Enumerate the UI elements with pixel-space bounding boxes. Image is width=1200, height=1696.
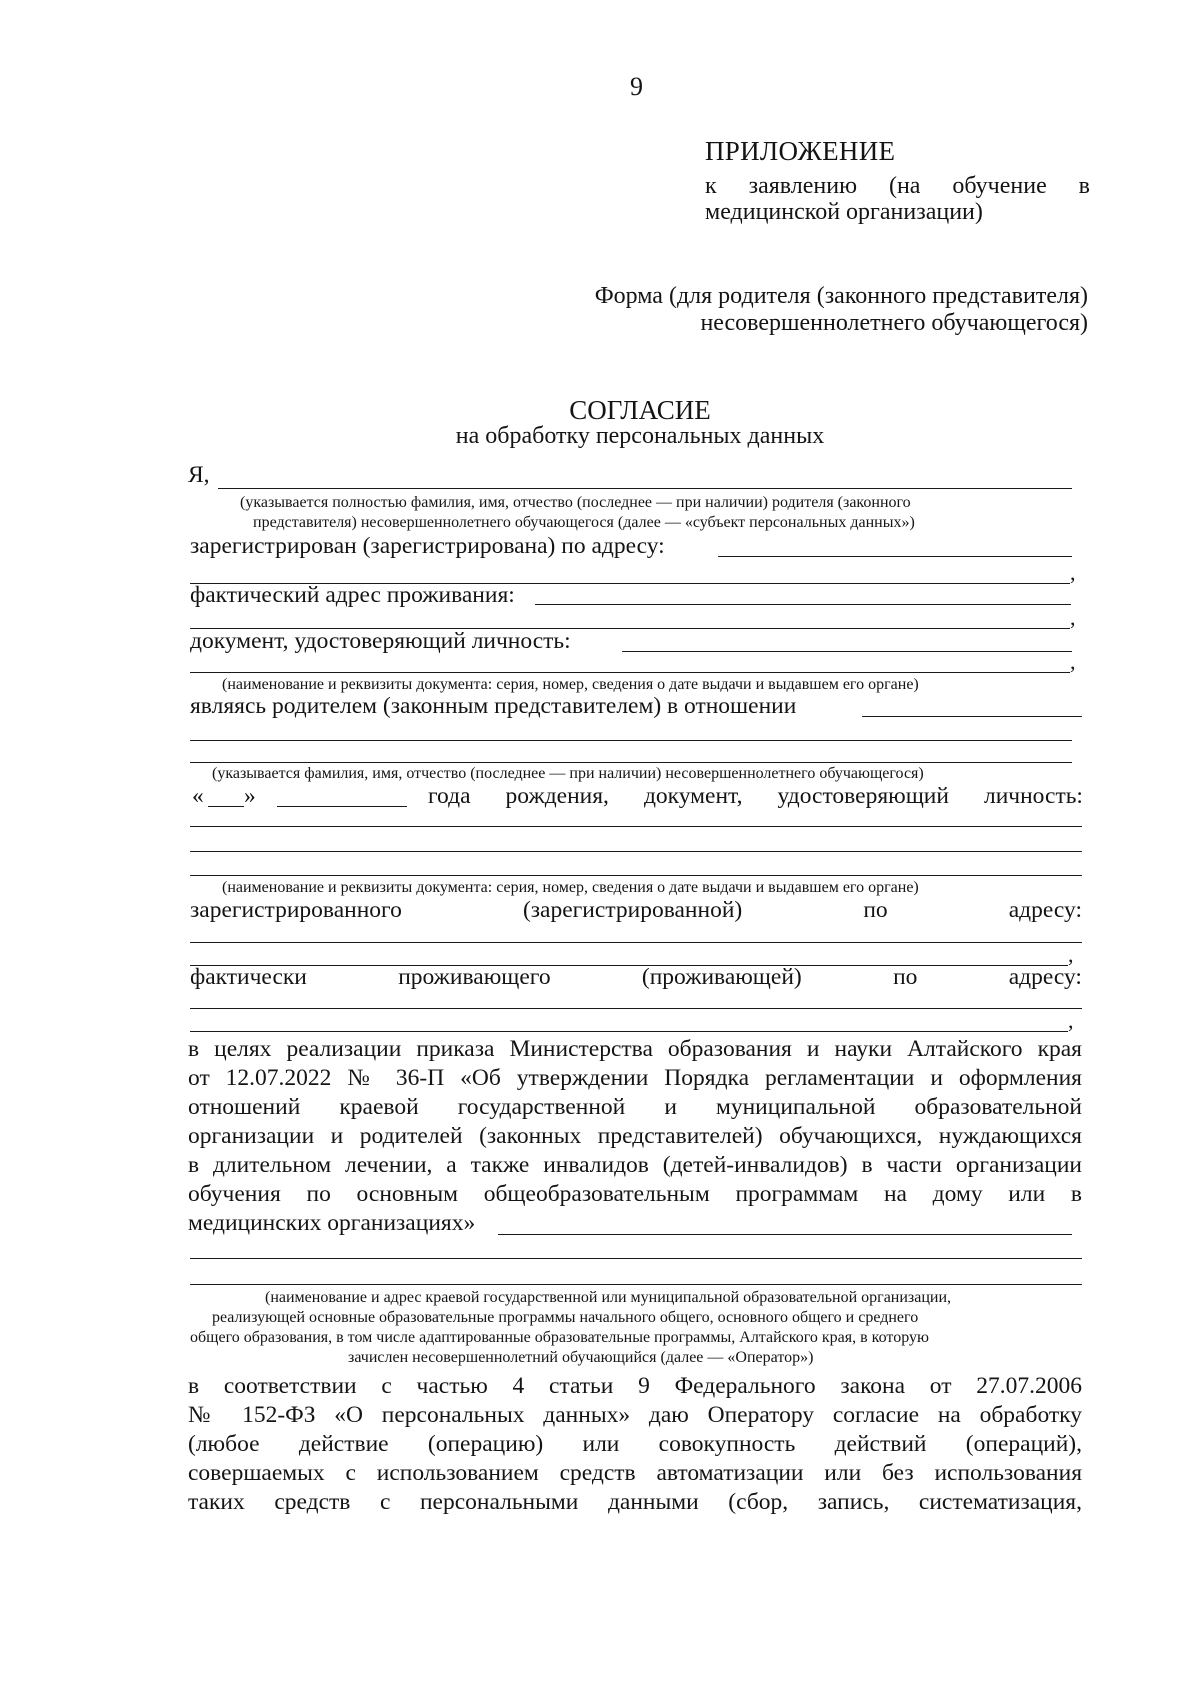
child-fio-line[interactable] [862,716,1082,717]
id-document-line-2[interactable] [190,672,1070,673]
hint-fio-2: представителя) несовершеннолетнего обучающегося (далее — «субъект персональных данных») [253,514,915,531]
id-document-line[interactable] [622,651,1072,652]
registered-child-word: по [863,897,888,923]
comma-mark: , [1070,649,1076,674]
organization-line-2[interactable] [190,1258,1082,1259]
form-note-line-2: несовершеннолетнего обучающегося) [700,310,1088,336]
registered-line[interactable] [718,556,1072,557]
registered-child-word: (зарегистрированной) [522,897,743,923]
birth-day-line[interactable] [208,806,244,807]
comma-mark: , [1070,560,1076,585]
registered-child-word: адресу: [1008,897,1082,923]
body1-line: обучения по основным общеобразовательным программам на дому или в [188,1181,1082,1207]
actual-child-word: фактически [190,964,307,990]
child-doc-line-3[interactable] [190,875,1082,876]
body2-line: таких средств с персональными данными (сбор, запись, систематизация, [188,1489,1082,1515]
registered-child-line-1[interactable] [190,942,1082,943]
body1-line: в целях реализации приказа Министерства образования и науки Алтайского края [188,1036,1082,1062]
hint-doc: (наименование и реквизиты документа: серия, номер, сведения о дате выдачи и выдавшем его органе) [222,676,919,693]
body2-line: совершаемых с использованием средств автоматизации или без использования [188,1460,1082,1486]
appendix-line-2: медицинской организации) [705,199,983,225]
child-doc-line-1[interactable] [190,826,1082,827]
hint-fio-1: (указывается полностью фамилия, имя, отчество (последнее — при наличии) родителя (законного [240,494,911,511]
organization-line[interactable] [498,1234,1072,1235]
hint-org-line: (наименование и адрес краевой государственной или муниципальной образовательной организации, [265,1289,952,1306]
actual-address-label: фактический адрес проживания: [190,582,515,608]
comma-mark: , [1068,942,1074,967]
actual-child-line-1[interactable] [190,1008,1082,1009]
actual-child-word: (проживающей) [641,964,802,990]
birth-word: удостоверяющий [777,783,949,809]
actual-child-line-2[interactable] [190,1031,1068,1032]
birth-word: личность: [983,783,1083,809]
organization-line-3[interactable] [190,1284,1082,1285]
birth-word: года [428,783,471,809]
page-number: 9 [630,72,643,101]
consent-title: СОГЛАСИЕ [569,395,711,425]
body2-line: в соответствии с частью 4 статьи 9 Федерального закона от 27.07.2006 [188,1373,1082,1399]
body1-line: медицинских организациях» [188,1210,476,1236]
body1-line: организации и родителей (законных представителей) обучающихся, нуждающихся [188,1123,1082,1149]
body1-line: отношений краевой государственной и муниципальной образовательной [188,1094,1082,1120]
birth-month-line[interactable] [277,806,407,807]
actual-child-word: по [893,964,918,990]
being-parent-label: являясь родителем (законным представителем) в отношении [190,693,797,719]
birth-word: рождения, [505,783,609,809]
child-fio-line-3[interactable] [190,762,1072,763]
appendix-line-1: к заявлению (на обучение в [705,173,1090,199]
id-document-label: документ, удостоверяющий личность: [190,628,571,654]
field-ya-label: Я, [188,462,210,488]
body1-line: от 12.07.2022 № 36-П «Об утверждении Порядка регламентации и оформления [188,1065,1082,1091]
child-fio-line-2[interactable] [190,740,1072,741]
comma-mark: , [1070,605,1076,630]
actual-address-line[interactable] [535,604,1071,605]
consent-subtitle: на обработку персональных данных [455,423,825,449]
actual-child-row [190,964,1082,991]
registered-child-row [190,897,1082,924]
hint-doc-2: (наименование и реквизиты документа: серия, номер, сведения о дате выдачи и выдавшем его органе) [222,879,919,896]
form-note-line-1: Форма (для родителя (законного представителя) [594,283,1088,309]
child-doc-line-2[interactable] [190,851,1082,852]
body2-line: (любое действие (операцию) или совокупность действий (операций), [188,1431,1082,1457]
birth-row [428,783,1083,810]
hint-org-line: зачислен несовершеннолетний обучающийся (далее — «Оператор») [348,1349,814,1366]
date-open-quote: « [192,783,204,809]
hint-org-line: общего образования, в том числе адаптированные образовательные программы, Алтайского края, в которую [190,1329,929,1346]
comma-mark: , [1068,1008,1074,1033]
actual-child-word: проживающего [398,964,551,990]
registered-label: зарегистрирован (зарегистрирована) по адресу: [190,533,665,559]
actual-child-word: адресу: [1008,964,1082,990]
body1-line: в длительном лечении, а также инвалидов (детей-инвалидов) в части организации [188,1152,1082,1178]
body2-line: № 152-ФЗ «О персональных данных» даю Оператору согласие на обработку [188,1402,1082,1428]
birth-word: документ, [643,783,743,809]
field-fio-line[interactable] [218,488,1072,489]
registered-child-word: зарегистрированного [190,897,402,923]
hint-child: (указывается фамилия, имя, отчество (последнее — при наличии) несовершеннолетнего обучающегося) [212,765,924,782]
date-close-quote: » [244,783,256,809]
appendix-title: ПРИЛОЖЕНИЕ [705,136,896,166]
hint-org-line: реализующей основные образовательные программы начального общего, основного общего и среднего [212,1309,919,1326]
